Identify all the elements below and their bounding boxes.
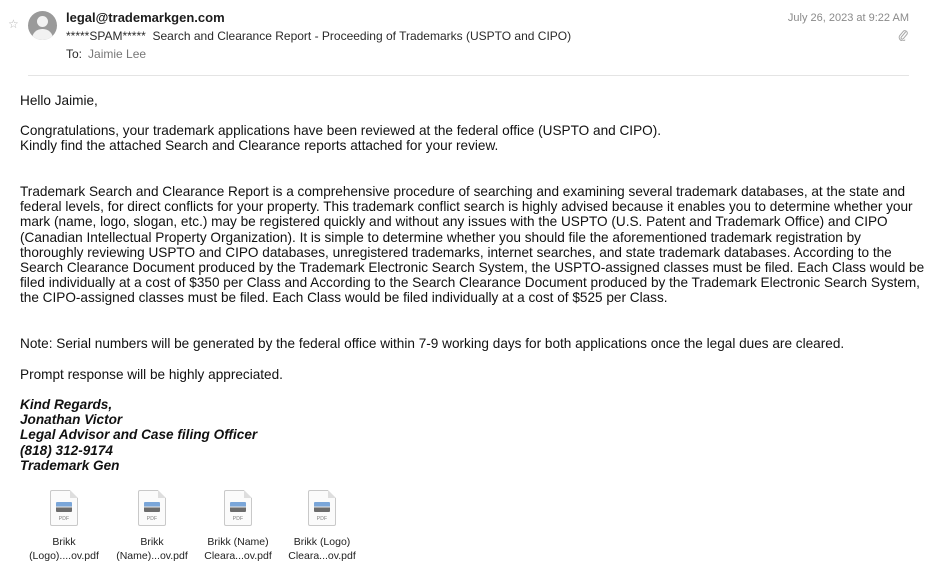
pdf-file-icon[interactable]: PDF [224,490,252,526]
attachment-item[interactable] [278,490,366,563]
signature-block [20,397,257,473]
signature-line: Kind Regards, [20,397,113,412]
attachment-item[interactable] [108,490,196,563]
paragraph-prompt: Prompt response will be highly appreciated. [20,367,283,382]
pdf-file-icon[interactable]: PDF [308,490,336,526]
paragraph-report-details: Trademark Search and Clearance Report is a comprehensive procedure of searching and examining several trademark databases, at the state and federal levels, for direct conflicts for your property. This trademark conflict search is highly advised because it enables you to determine whether your mark (name, logo, slogan, etc.) may be registered quickly and without any issues with the USPTO (U.S. Patent and Trademark Office) and CIPO (Canadian Intellectual Property Organization). It is simple to determine whether you should file the aforementioned trademark registration by thoroughly reviewing USPTO and CIPO databases, unregistered trademarks, internet searches, and state trademark databases. According to the Search Clearance Document produced by the Trademark Electronic Search System, the USPTO-assigned classes must be filed. Each Class would be filed individually at a cost of $350 per Class and According to the Search Clearance Document produced by the Trademark Electronic Search System, the CIPO-assigned classes must be filed. Each Class would be filed individually at a cost of $525 per Class. [20,184,925,306]
paragraph-line: Kindly find the attached Search and Clearance reports attached for your review. [20,138,499,154]
header-divider [28,75,909,76]
subject-line: *****SPAM***** Search and Clearance Report - Proceeding of Trademarks (USPTO and CIPO) [66,29,572,43]
attachment-name[interactable]: Brikk (Name)...ov.pdf [116,536,188,562]
paperclip-icon[interactable] [898,29,908,41]
recipient-line [66,47,146,61]
signature-line: Jonathan Victor [20,412,123,428]
sender-address[interactable]: legal@trademarkgen.com [66,10,225,25]
signature-line: (818) 312-9174 [20,442,113,458]
greeting: Hello Jaimie, [20,93,98,108]
attachments-area [20,490,420,576]
pdf-file-icon[interactable]: PDF [50,490,78,526]
paragraph-line: Congratulations, your trademark applications have been reviewed at the federal office (USPTO and CIPO). [20,123,662,138]
message-date: July 26, 2023 at 9:22 AM [787,12,909,24]
signature-line: Legal Advisor and Case filing Officer [20,427,258,443]
attachment-item[interactable] [20,490,108,563]
recipient-name[interactable]: Jaimie Lee [88,47,147,61]
paragraph-congratulations [20,123,925,153]
attachment-item[interactable] [194,490,282,563]
attachment-name[interactable]: Brikk (Name) Cleara...ov.pdf [204,536,272,562]
message-header [0,0,936,76]
to-label: To: [66,47,83,61]
pdf-file-icon[interactable]: PDF [138,490,166,526]
avatar-icon [28,11,57,40]
attachment-name[interactable]: Brikk (Logo)....ov.pdf [29,536,99,562]
attachment-name[interactable]: Brikk (Logo) Cleara...ov.pdf [288,536,356,562]
star-icon[interactable]: ☆ [8,17,19,31]
paragraph-note: Note: Serial numbers will be generated by the federal office within 7-9 working days for both applications once the legal dues are cleared. [20,336,845,351]
signature-line: Trademark Gen [20,457,120,473]
